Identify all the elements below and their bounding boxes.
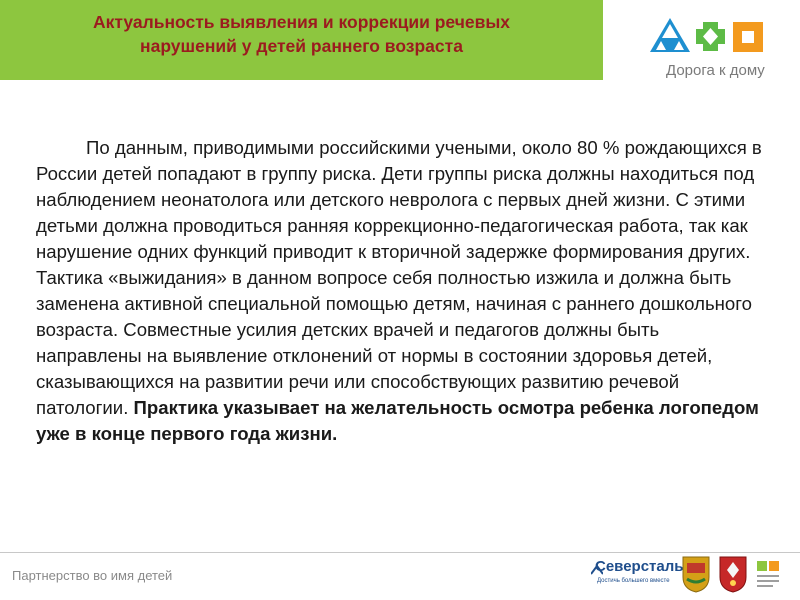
green-cross-icon xyxy=(696,22,725,51)
severstal-tagline: Достичь большего вместе xyxy=(597,578,670,584)
slide-title-line-2: нарушений у детей раннего возраста xyxy=(140,36,463,56)
main-paragraph xyxy=(36,135,766,447)
orange-square-icon xyxy=(733,22,763,52)
city-crest-icon xyxy=(681,555,711,593)
slide-title xyxy=(0,10,603,58)
road-home-logo xyxy=(648,14,778,84)
logo-text: Дорога к дому xyxy=(666,62,765,79)
footer-logos xyxy=(585,553,800,598)
paragraph-regular: По данным, приводимыми российскими учеными, около 80 % рождающихся в России детей попадают в группу риска. Дети группы риска должны находиться под наблюдением неонатолога или детского невролога с первых дней жизни. С этими детьми должна проводиться ранняя коррекционно-педагогическая работа, так как нарушение одних функций приводит к вторичной задержке формирования других. Тактика «выжидания» в данном вопросе себя полностью изжила и должна быть заменена активной специальной помощью детям, начиная с раннего дошкольного возраста. Совместные усилия детских врачей и педагогов должны быть направлены на выявление отклонений от нормы в состоянии здоровья детей, сказывающихся на развитии речи или способствующих развитию речевой патологии. xyxy=(36,137,762,418)
fund-logo-icon xyxy=(755,557,785,591)
paragraph-bold: Практика указывает на желательность осмотра ребенка логопедом уже в конце первого года жизни. xyxy=(36,397,759,444)
region-crest-icon xyxy=(718,555,748,593)
severstal-logo: Северсталь xyxy=(595,558,684,575)
blue-triangle-icon xyxy=(650,18,690,52)
footer-text: Партнерство во имя детей xyxy=(12,568,173,583)
slide-title-line-1: Актуальность выявления и коррекции речевых xyxy=(92,12,511,32)
